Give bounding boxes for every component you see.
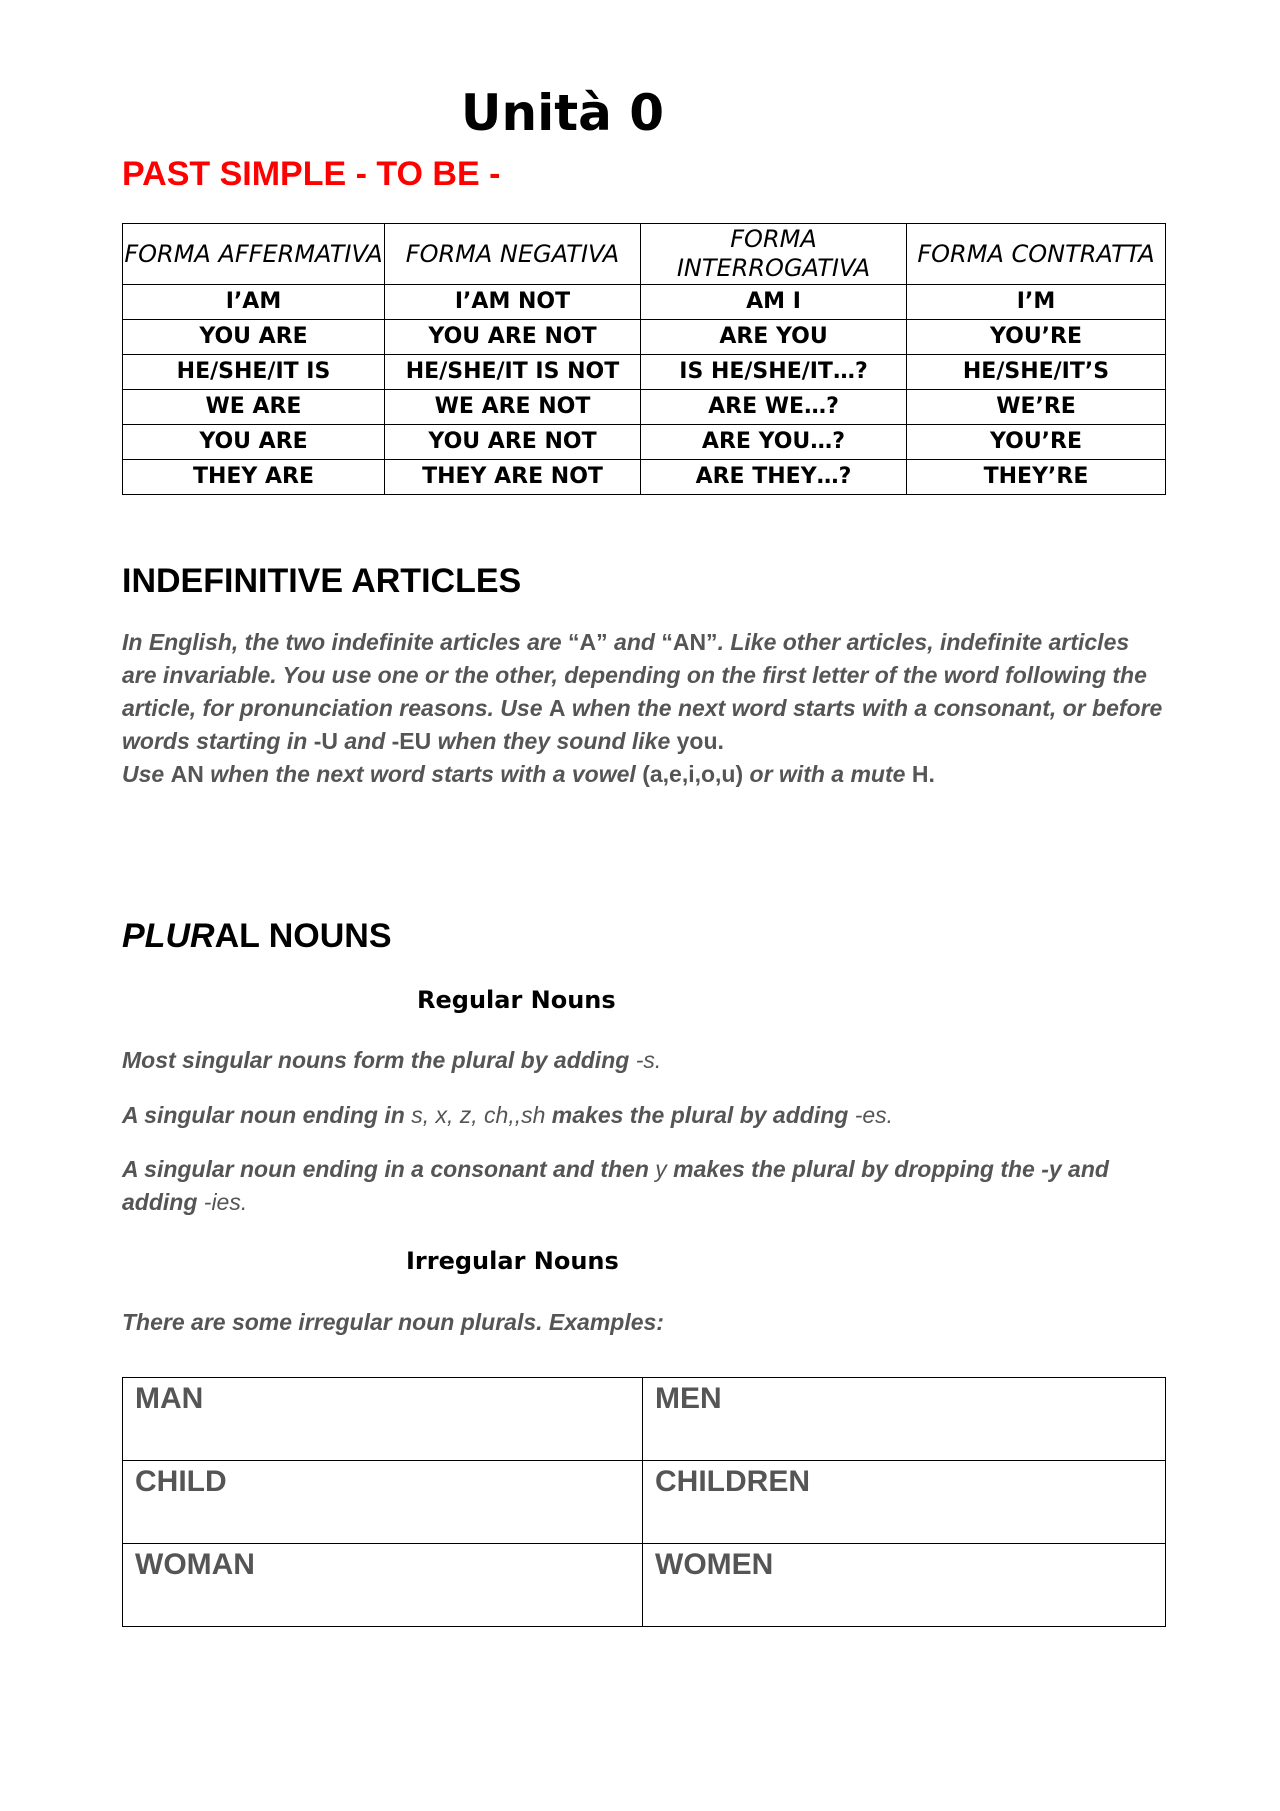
table-cell: ARE YOU…? [641, 425, 907, 460]
table-cell: YOU’RE [907, 320, 1166, 355]
table-cell: WE ARE NOT [385, 390, 641, 425]
plural-rule-3: A singular noun ending in a consonant and then y makes the plural by dropping the -y and adding -ies. [122, 1156, 1109, 1215]
indefinite-articles-paragraph: In English, the two indefinite articles are “A” and “AN”. Like other articles, indefinite articles are invariable. You use one or the other, depending on the first letter of the word following the article, for pronunciation reasons. Use A when the next word starts with a consonant, or before words starting in -U and -EU when they sound like you. Use AN when the next word starts with a vowel (a,e,i,o,u) or with a mute H. [122, 629, 1163, 787]
table-row [123, 390, 1166, 425]
plural-rule-1: Most singular nouns form the plural by adding -s. [122, 1047, 662, 1073]
table-cell: THEY ARE [123, 460, 385, 495]
irregular-intro: There are some irregular noun plurals. Examples: [122, 1309, 664, 1335]
column-header: FORMA NEGATIVA [385, 224, 641, 285]
regular-nouns-heading: Regular Nouns [417, 986, 616, 1014]
table-cell: I’M [907, 285, 1166, 320]
table-cell: YOU ARE [123, 320, 385, 355]
irregular-nouns-heading: Irregular Nouns [406, 1247, 619, 1275]
table-cell: THEY’RE [907, 460, 1166, 495]
singular-cell: WOMAN [123, 1544, 643, 1627]
table-row [123, 320, 1166, 355]
table-cell: AM I [641, 285, 907, 320]
table-cell: YOU ARE NOT [385, 425, 641, 460]
column-header: FORMA CONTRATTA [907, 224, 1166, 285]
plural-cell: WOMEN [643, 1544, 1166, 1627]
table-cell: I’AM NOT [385, 285, 641, 320]
table-cell: HE/SHE/IT IS NOT [385, 355, 641, 390]
column-header: FORMA INTERROGATIVA [641, 224, 907, 285]
table-cell: YOU ARE NOT [385, 320, 641, 355]
table-cell: WE ARE [123, 390, 385, 425]
table-row [123, 1544, 1166, 1627]
table-row [123, 460, 1166, 495]
table-cell: ARE YOU [641, 320, 907, 355]
indefinite-articles-heading: INDEFINITIVE ARTICLES [122, 562, 522, 600]
plural-nouns-heading: PLURAL NOUNS [122, 917, 392, 955]
table-row [123, 1461, 1166, 1544]
table-cell: HE/SHE/IT’S [907, 355, 1166, 390]
table-cell: IS HE/SHE/IT…? [641, 355, 907, 390]
table-cell: ARE WE…? [641, 390, 907, 425]
table-cell: HE/SHE/IT IS [123, 355, 385, 390]
table-cell: ARE THEY…? [641, 460, 907, 495]
table-cell: I’AM [123, 285, 385, 320]
irregular-nouns-table [122, 1377, 1166, 1627]
table-row [123, 1378, 1166, 1461]
table-header-row [123, 224, 1166, 285]
past-simple-heading: PAST SIMPLE - TO BE - [122, 155, 501, 193]
plural-cell: CHILDREN [643, 1461, 1166, 1544]
plural-rule-2: A singular noun ending in s, x, z, ch,,sh makes the plural by adding -es. [122, 1102, 894, 1128]
table-cell: YOU ARE [123, 425, 385, 460]
table-cell: THEY ARE NOT [385, 460, 641, 495]
page-title: Unità 0 [460, 84, 665, 142]
singular-cell: MAN [123, 1378, 643, 1461]
table-cell: WE’RE [907, 390, 1166, 425]
plural-cell: MEN [643, 1378, 1166, 1461]
singular-cell: CHILD [123, 1461, 643, 1544]
column-header: FORMA AFFERMATIVA [123, 224, 385, 285]
table-cell: YOU’RE [907, 425, 1166, 460]
table-row [123, 285, 1166, 320]
table-row [123, 425, 1166, 460]
table-row [123, 355, 1166, 390]
to-be-table [122, 223, 1166, 495]
